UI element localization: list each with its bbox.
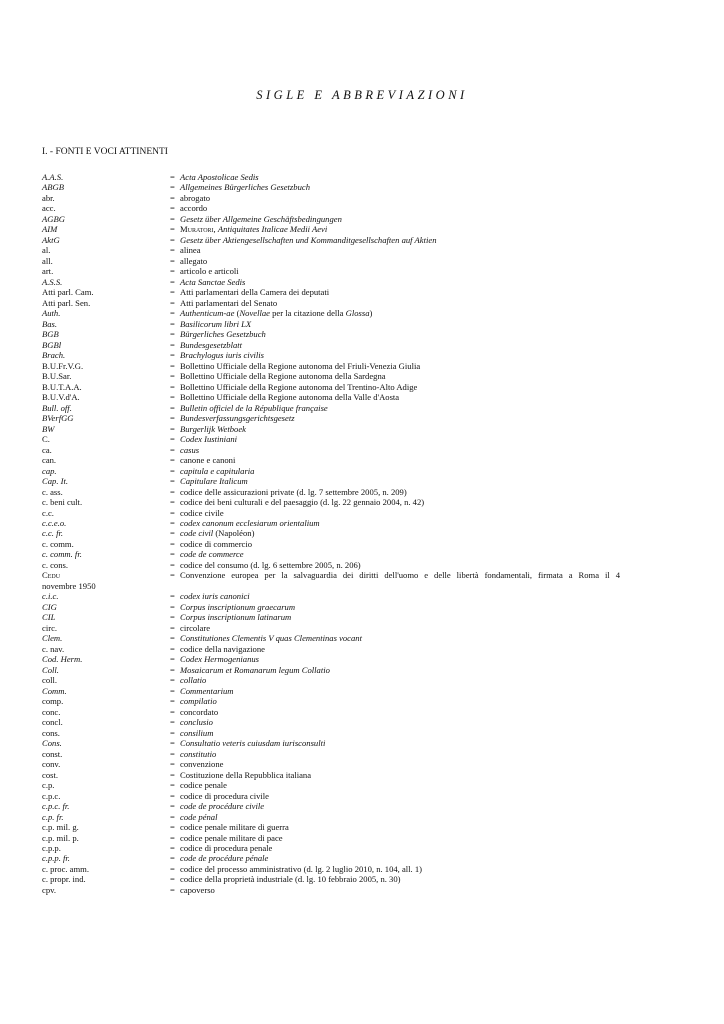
definition: codice delle assicurazioni private (d. lg. 7 settembre 2005, n. 209) — [180, 486, 407, 497]
abbreviation: B.U.V.d'A. — [42, 392, 80, 403]
abbreviation: C. — [42, 434, 50, 445]
abbreviation: comp. — [42, 696, 64, 707]
abbreviation: c.c. — [42, 507, 54, 518]
abbreviation-entry — [42, 686, 654, 696]
definition: Bulletin officiel de la République française — [180, 402, 328, 413]
abbreviation-entry — [42, 644, 654, 654]
definition: Bollettino Ufficiale della Regione autonoma della Sardegna — [180, 371, 386, 382]
abbreviation: B.U.T.A.A. — [42, 381, 82, 392]
abbreviation-entry — [42, 528, 654, 538]
abbreviation: c.p.p. fr. — [42, 853, 70, 864]
equals-sign: = — [170, 822, 175, 833]
equals-sign: = — [170, 727, 175, 738]
definition: Codex Iustiniani — [180, 434, 238, 445]
definition: Codex Hermogenianus — [180, 654, 260, 665]
abbreviation-entry — [42, 319, 654, 329]
equals-sign: = — [170, 339, 175, 350]
abbreviation-entry — [42, 539, 654, 549]
definition: circolare — [180, 622, 211, 633]
definition: accordo — [180, 203, 208, 214]
abbreviation-entry — [42, 182, 654, 192]
definition-part: Authenticum-ae — [180, 308, 235, 319]
definition: Bollettino Ufficiale della Regione autonoma del Trentino-Alto Adige — [180, 381, 418, 392]
equals-sign: = — [170, 434, 175, 445]
equals-sign: = — [170, 213, 175, 224]
abbreviation: Bas. — [42, 318, 58, 329]
equals-sign: = — [170, 413, 175, 424]
equals-sign: = — [170, 591, 175, 602]
definition: Bürgerliches Gesetzbuch — [180, 329, 266, 340]
definition-part: ( — [234, 308, 240, 319]
definition: code de commerce — [180, 549, 244, 560]
equals-sign: = — [170, 633, 175, 644]
abbreviation: c.p.c. fr. — [42, 801, 70, 812]
equals-sign: = — [170, 476, 175, 487]
abbreviation-entry — [42, 392, 654, 402]
abbreviation-entry — [42, 508, 654, 518]
definition: Acta Apostolicae Sedis — [180, 172, 259, 182]
equals-sign: = — [170, 486, 175, 497]
equals-sign: = — [170, 245, 175, 256]
abbreviation-entry — [42, 833, 654, 843]
abbreviation-entry — [42, 455, 654, 465]
definition — [180, 528, 650, 538]
abbreviation: BW — [42, 423, 55, 434]
equals-sign: = — [170, 381, 175, 392]
abbreviation-entry — [42, 329, 654, 339]
abbreviation: all. — [42, 255, 53, 266]
equals-sign: = — [170, 570, 175, 581]
abbreviation: A.A.S. — [42, 172, 64, 182]
definition: codice penale — [180, 780, 227, 791]
abbreviation-entry — [42, 487, 654, 497]
equals-sign: = — [170, 853, 175, 864]
definition: Allgemeines Bürgerliches Gesetzbuch — [180, 182, 310, 193]
abbreviation: acc. — [42, 203, 56, 214]
abbreviation: Cedu — [42, 570, 61, 581]
abbreviation: c. comm. — [42, 538, 74, 549]
abbreviation-entry — [42, 203, 654, 213]
abbreviation-entry — [42, 224, 654, 234]
equals-sign: = — [170, 559, 175, 570]
abbreviation-entry — [42, 476, 654, 486]
abbreviation: can. — [42, 455, 57, 466]
equals-sign: = — [170, 360, 175, 371]
equals-sign: = — [170, 685, 175, 696]
equals-sign: = — [170, 203, 175, 214]
definition: articolo e articoli — [180, 266, 239, 277]
definition — [180, 224, 650, 234]
abbreviation-entry — [42, 707, 654, 717]
abbreviation-entry — [42, 591, 654, 601]
equals-sign: = — [170, 654, 175, 665]
equals-sign: = — [170, 664, 175, 675]
equals-sign: = — [170, 832, 175, 843]
abbreviation-entry — [42, 340, 654, 350]
abbreviation: ABGB — [42, 182, 64, 193]
equals-sign: = — [170, 528, 175, 539]
abbreviation-entry — [42, 770, 654, 780]
abbreviation-entry — [42, 266, 654, 276]
abbreviation: AktG — [42, 234, 60, 245]
abbreviation: cpv. — [42, 884, 56, 895]
definition: code de procédure civile — [180, 801, 265, 812]
section-title: I. - FONTI E VOCI ATTINENTI — [42, 147, 168, 157]
abbreviation-entry — [42, 445, 654, 455]
abbreviation: BGB — [42, 329, 59, 340]
abbreviation-entry — [42, 738, 654, 748]
abbreviation-entry — [42, 235, 654, 245]
abbreviation-entry — [42, 549, 654, 559]
abbreviation-entry — [42, 780, 654, 790]
abbreviation: c.p. fr. — [42, 811, 64, 822]
abbreviation-entry — [42, 570, 654, 591]
definition: Costituzione della Repubblica italiana — [180, 769, 312, 780]
abbreviation-entry — [42, 864, 654, 874]
abbreviation-entry — [42, 654, 654, 664]
definition: casus — [180, 444, 200, 455]
equals-sign: = — [170, 350, 175, 361]
definition: Bollettino Ufficiale della Regione autonoma del Friuli-Venezia Giulia — [180, 360, 421, 371]
abbreviation: cons. — [42, 727, 60, 738]
definition-part: (Napoléon) — [213, 528, 255, 539]
abbreviation: Atti parl. Cam. — [42, 287, 94, 298]
abbreviation: cost. — [42, 769, 58, 780]
abbreviation: concl. — [42, 717, 63, 728]
abbreviation-entry — [42, 623, 654, 633]
definition-part: Muratori — [180, 224, 214, 235]
equals-sign: = — [170, 465, 175, 476]
equals-sign: = — [170, 287, 175, 298]
abbreviation: Atti parl. Sen. — [42, 297, 91, 308]
definition: canone e canoni — [180, 455, 236, 466]
abbreviation: BVerfGG — [42, 413, 74, 424]
definition — [180, 308, 650, 318]
equals-sign: = — [170, 455, 175, 466]
equals-sign: = — [170, 224, 175, 235]
definition: Mosaicarum et Romanarum legum Collatio — [180, 664, 330, 675]
equals-sign: = — [170, 255, 175, 266]
abbreviation: A.S.S. — [42, 276, 63, 287]
abbreviation: c. proc. amm. — [42, 863, 90, 874]
abbreviation: conv. — [42, 759, 61, 770]
abbreviation-list — [42, 172, 654, 895]
abbreviation-entry — [42, 749, 654, 759]
definition: codex iuris canonici — [180, 591, 250, 602]
abbreviation-entry — [42, 801, 654, 811]
abbreviation-entry — [42, 675, 654, 685]
definition-part: , — [213, 224, 218, 235]
abbreviation-entry — [42, 728, 654, 738]
definition: consilium — [180, 727, 214, 738]
definition-part: ) — [369, 308, 373, 319]
abbreviation: coll. — [42, 675, 58, 686]
abbreviation: CIG — [42, 601, 57, 612]
abbreviation-entry — [42, 361, 654, 371]
abbreviation-entry — [42, 172, 654, 182]
abbreviation: Cod. Herm. — [42, 654, 83, 665]
abbreviation-entry — [42, 696, 654, 706]
definition: Brachylogus iuris civilis — [180, 350, 265, 361]
equals-sign: = — [170, 811, 175, 822]
abbreviation: AIM — [42, 224, 58, 235]
abbreviation-entry — [42, 256, 654, 266]
equals-sign: = — [170, 297, 175, 308]
equals-sign: = — [170, 643, 175, 654]
abbreviation-entry — [42, 413, 654, 423]
equals-sign: = — [170, 444, 175, 455]
abbreviation-entry — [42, 434, 654, 444]
abbreviation-entry — [42, 791, 654, 801]
definition: codice di procedura civile — [180, 790, 269, 801]
definition: convenzione — [180, 759, 224, 770]
abbreviation-entry — [42, 885, 654, 895]
equals-sign: = — [170, 622, 175, 633]
definition: compilatio — [180, 696, 217, 707]
definition: code pénal — [180, 811, 218, 822]
equals-sign: = — [170, 612, 175, 623]
abbreviation-entry — [42, 403, 654, 413]
abbreviation-entry — [42, 214, 654, 224]
abbreviation: c. comm. fr. — [42, 549, 82, 560]
abbreviation: ca. — [42, 444, 52, 455]
abbreviation-entry — [42, 665, 654, 675]
abbreviation: c. ass. — [42, 486, 63, 497]
equals-sign: = — [170, 308, 175, 319]
definition: Consultatio veteris cuiusdam iurisconsulti — [180, 738, 326, 749]
abbreviation: const. — [42, 748, 63, 759]
abbreviation-entry — [42, 466, 654, 476]
abbreviation: Bull. off. — [42, 402, 72, 413]
definition: conclusio — [180, 717, 213, 728]
abbreviation: AGBG — [42, 213, 65, 224]
equals-sign: = — [170, 738, 175, 749]
abbreviation: cap. — [42, 465, 57, 476]
definition: codice del consumo (d. lg. 6 settembre 2005, n. 206) — [180, 559, 361, 570]
definition: codice dei beni culturali e del paesaggio (d. lg. 22 gennaio 2004, n. 42) — [180, 497, 425, 508]
definition: Corpus inscriptionum latinarum — [180, 612, 292, 623]
definition: Atti parlamentari della Camera dei deputati — [180, 287, 330, 298]
equals-sign: = — [170, 675, 175, 686]
equals-sign: = — [170, 507, 175, 518]
abbreviation: c. propr. ind. — [42, 874, 86, 885]
abbreviation: Cons. — [42, 738, 62, 749]
abbreviation-entry — [42, 287, 654, 297]
abbreviation: Cap. It. — [42, 476, 69, 487]
abbreviation-entry — [42, 874, 654, 884]
definition: codice di commercio — [180, 538, 253, 549]
definition: Basilicorum libri LX — [180, 318, 252, 329]
page-title: SIGLE E ABBREVIAZIONI — [256, 88, 468, 102]
equals-sign: = — [170, 884, 175, 895]
abbreviation-entry — [42, 822, 654, 832]
abbreviation-entry — [42, 382, 654, 392]
definition: codice della proprietà industriale (d. lg. 10 febbraio 2005, n. 30) — [180, 874, 401, 885]
definition: abrogato — [180, 192, 211, 203]
definition-part: Novellae — [239, 308, 270, 319]
definition-part: Glossa — [345, 308, 370, 319]
abbreviation-entry — [42, 497, 654, 507]
abbreviation-entry — [42, 424, 654, 434]
abbreviation: Coll. — [42, 664, 59, 675]
equals-sign: = — [170, 801, 175, 812]
definition: alinea — [180, 245, 201, 256]
definition-part: per la citazione della — [269, 308, 346, 319]
definition: codice della navigazione — [180, 643, 265, 654]
abbreviation-entry — [42, 193, 654, 203]
equals-sign: = — [170, 780, 175, 791]
definition: Atti parlamentari del Senato — [180, 297, 278, 308]
equals-sign: = — [170, 371, 175, 382]
abbreviation-entry — [42, 308, 654, 318]
definition: Convenzione europea per la salvaguardia dei diritti dell'uomo e delle libertà fondamentali, firmata a Roma il 4 — [180, 570, 620, 581]
abbreviation-entry — [42, 812, 654, 822]
abbreviation: c.p. — [42, 780, 55, 791]
definition-part: Antiquitates Italicae Medii Aevi — [217, 224, 328, 235]
definition: codex canonum ecclesiarum orientalium — [180, 517, 320, 528]
abbreviation: CIL — [42, 612, 56, 623]
definition: Burgerlijk Wetboek — [180, 423, 246, 434]
abbreviation: abr. — [42, 192, 55, 203]
abbreviation-entry — [42, 350, 654, 360]
abbreviation-entry — [42, 245, 654, 255]
abbreviation: c. nav. — [42, 643, 65, 654]
definition: constitutio — [180, 748, 217, 759]
abbreviation-entry — [42, 717, 654, 727]
abbreviation-entry — [42, 518, 654, 528]
abbreviation: circ. — [42, 622, 58, 633]
equals-sign: = — [170, 392, 175, 403]
abbreviation: c.i.c. — [42, 591, 59, 602]
definition: codice civile — [180, 507, 224, 518]
definition: codice penale militare di pace — [180, 832, 283, 843]
definition: Constitutiones Clementis V quas Clementinas vocant — [180, 633, 362, 644]
abbreviation-entry — [42, 633, 654, 643]
equals-sign: = — [170, 402, 175, 413]
definition: Corpus inscriptionum graecarum — [180, 601, 296, 612]
abbreviation: c.p.c. — [42, 790, 61, 801]
definition: Acta Sanctae Sedis — [180, 276, 246, 287]
equals-sign: = — [170, 843, 175, 853]
definition-continuation: novembre 1950 — [42, 580, 96, 591]
abbreviation-entry — [42, 298, 654, 308]
definition-part: code civil — [180, 528, 214, 539]
equals-sign: = — [170, 318, 175, 329]
equals-sign: = — [170, 549, 175, 560]
abbreviation-entry — [42, 560, 654, 570]
definition: codice di procedura penale — [180, 843, 273, 853]
equals-sign: = — [170, 538, 175, 549]
definition: Bundesgesetzblatt — [180, 339, 243, 350]
abbreviation-entry — [42, 277, 654, 287]
equals-sign: = — [170, 276, 175, 287]
abbreviation: conc. — [42, 706, 61, 717]
abbreviation-entry — [42, 843, 654, 853]
abbreviation-entry — [42, 759, 654, 769]
abbreviation: c. beni cult. — [42, 497, 83, 508]
definition: capoverso — [180, 884, 215, 895]
abbreviation: c.p. mil. p. — [42, 832, 79, 843]
definition: allegato — [180, 255, 208, 266]
equals-sign: = — [170, 517, 175, 528]
definition: Capitulare Italicum — [180, 476, 248, 487]
abbreviation: art. — [42, 266, 54, 277]
definition: Gesetz über Aktiengesellschaften und Kommanditgesellschaften auf Aktien — [180, 234, 437, 245]
equals-sign: = — [170, 329, 175, 340]
equals-sign: = — [170, 790, 175, 801]
definition: collatio — [180, 675, 207, 686]
abbreviation: B.U.Sar. — [42, 371, 72, 382]
abbreviation: c. cons. — [42, 559, 69, 570]
definition: capitula e capitularia — [180, 465, 255, 476]
abbreviation: c.c.e.o. — [42, 517, 67, 528]
definition: Bollettino Ufficiale della Regione autonoma della Valle d'Aosta — [180, 392, 400, 403]
equals-sign: = — [170, 696, 175, 707]
abbreviation-entry — [42, 371, 654, 381]
equals-sign: = — [170, 192, 175, 203]
definition: Bundesverfassungsgerichtsgesetz — [180, 413, 295, 424]
equals-sign: = — [170, 601, 175, 612]
equals-sign: = — [170, 234, 175, 245]
definition: code de procédure pénale — [180, 853, 269, 864]
definition: codice penale militare di guerra — [180, 822, 289, 833]
equals-sign: = — [170, 863, 175, 874]
definition: Gesetz über Allgemeine Geschäftsbedingungen — [180, 213, 342, 224]
equals-sign: = — [170, 266, 175, 277]
definition: Commentarium — [180, 685, 234, 696]
abbreviation-entry — [42, 612, 654, 622]
equals-sign: = — [170, 182, 175, 193]
equals-sign: = — [170, 423, 175, 434]
equals-sign: = — [170, 759, 175, 770]
abbreviation: Brach. — [42, 350, 66, 361]
equals-sign: = — [170, 172, 175, 182]
equals-sign: = — [170, 748, 175, 759]
definition: concordato — [180, 706, 219, 717]
equals-sign: = — [170, 717, 175, 728]
abbreviation: c.p.p. — [42, 843, 61, 853]
abbreviation: Auth. — [42, 308, 61, 319]
equals-sign: = — [170, 497, 175, 508]
equals-sign: = — [170, 706, 175, 717]
abbreviation-entry — [42, 853, 654, 863]
abbreviation-entry — [42, 602, 654, 612]
abbreviation: B.U.Fr.V.G. — [42, 360, 84, 371]
abbreviation: c.p. mil. g. — [42, 822, 79, 833]
abbreviation: Clem. — [42, 633, 63, 644]
abbreviation: c.c. fr. — [42, 528, 64, 539]
abbreviation: Comm. — [42, 685, 67, 696]
equals-sign: = — [170, 874, 175, 885]
definition: codice del processo amministrativo (d. lg. 2 luglio 2010, n. 104, all. 1) — [180, 863, 423, 874]
abbreviation: BGBl — [42, 339, 62, 350]
abbreviation: al. — [42, 245, 51, 256]
equals-sign: = — [170, 769, 175, 780]
